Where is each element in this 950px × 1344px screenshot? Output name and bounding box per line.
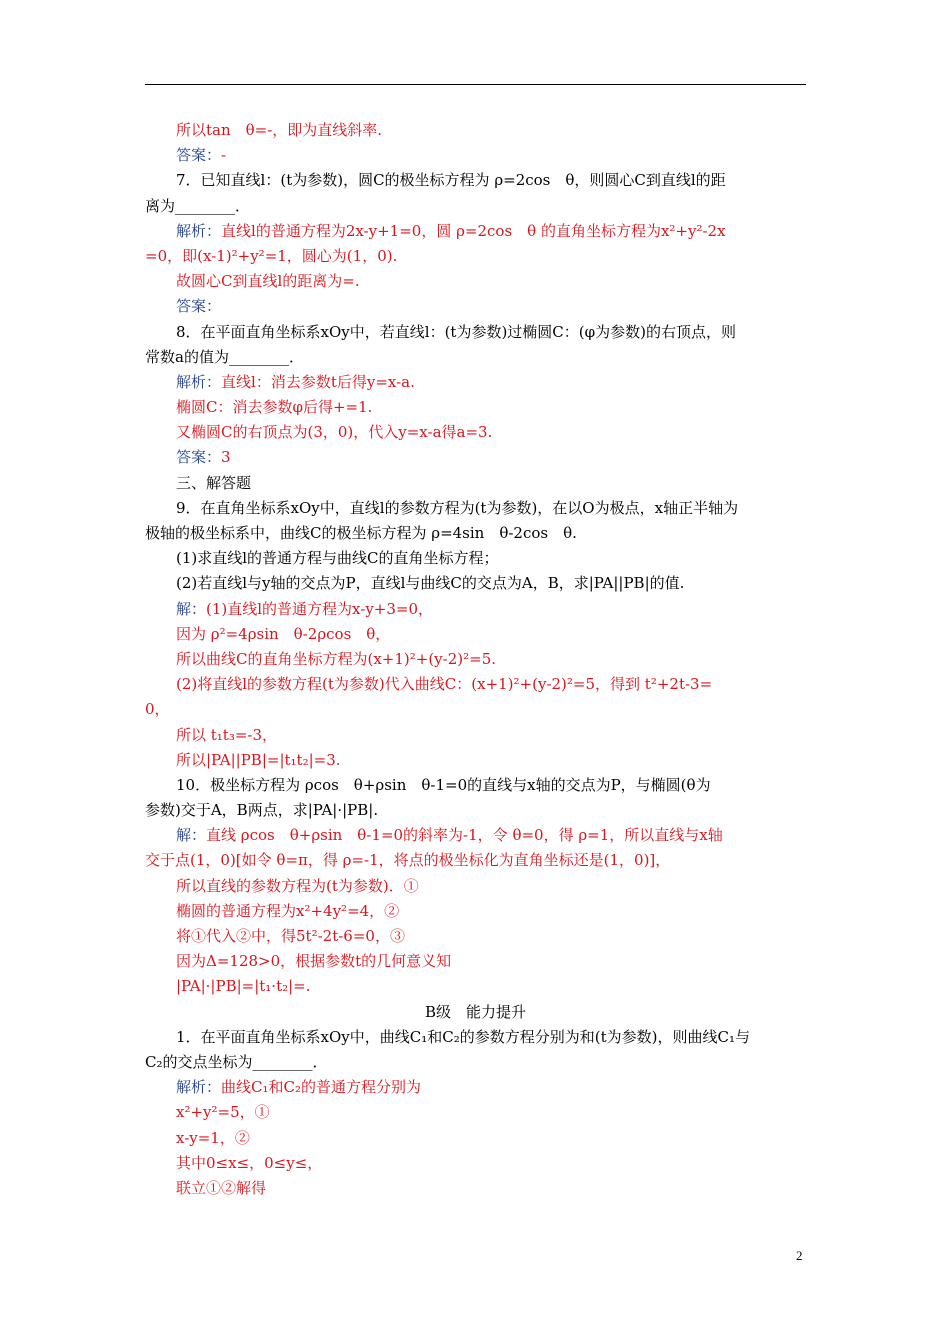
text-run: 曲线C₁和C₂的普通方程分别为: [221, 1078, 421, 1097]
text-run: 所以|PA||PB|=|t₁t₂|=3.: [176, 750, 341, 769]
text-run: 所以曲线C的直角坐标方程为(x+1)²+(y-2)²=5.: [176, 649, 497, 668]
text-run: (2)若直线l与y轴的交点为P，直线l与曲线C的交点为A，B，求|PA||PB|的值.: [176, 574, 685, 593]
text-run: 9．在直角坐标系xOy中，直线l的参数方程为(t为参数)，在以O为极点，x轴正半轴为: [176, 498, 739, 517]
text-run: 解：: [176, 826, 207, 845]
text-line: [145, 1176, 806, 1201]
text-run: x²+y²=5，①: [176, 1103, 270, 1122]
text-run: 直线l：消去参数t后得y=x-a.: [221, 372, 415, 391]
text-run: 椭圆的普通方程为x²+4y²=4，②: [176, 901, 400, 920]
text-line: [145, 420, 806, 445]
text-run: 交于点(1，0)[如令 θ=π，得 ρ=-1，将点的极坐标化为直角坐标还是(1，0)]，: [145, 851, 671, 870]
text-run: 3: [221, 448, 231, 467]
text-run: |PA|·|PB|=|t₁·t₂|=.: [176, 977, 311, 996]
text-run: 8．在平面直角坐标系xOy中，若直线l：(t为参数)过椭圆C：(φ为参数)的右顶点，则: [176, 322, 736, 341]
text-line: [145, 168, 806, 193]
text-line: [145, 1126, 806, 1151]
text-run: 解：: [176, 599, 207, 618]
text-line: [145, 924, 806, 949]
text-line: [145, 546, 806, 571]
text-run: 所以直线的参数方程为(t为参数)．①: [176, 876, 419, 895]
text-line: [145, 345, 806, 370]
text-run: 解析：: [176, 372, 222, 391]
text-line: [145, 395, 806, 420]
text-line: [145, 1075, 806, 1100]
text-run: 联立①②解得: [176, 1178, 267, 1197]
text-line: [145, 219, 806, 244]
text-line: [145, 244, 806, 269]
page-number: 2: [796, 1248, 803, 1263]
text-run: 直线l的普通方程为2x-y+1=0，圆 ρ=2cos θ 的直角坐标方程为x²+y²-2x: [221, 221, 726, 240]
text-run: 因为Δ=128>0，根据参数t的几何意义知: [176, 952, 452, 971]
text-line: [145, 445, 806, 470]
text-line: [145, 823, 806, 848]
text-line: [145, 1000, 806, 1025]
text-line: [145, 723, 806, 748]
text-run: 答案：: [176, 297, 222, 316]
text-line: [145, 269, 806, 294]
text-run: 离为________．: [145, 196, 251, 215]
text-line: [145, 496, 806, 521]
text-line: [145, 697, 806, 722]
text-run: 7．已知直线l：(t为参数)，圆C的极坐标方程为 ρ=2cos θ，则圆心C到直线l的距: [176, 171, 726, 190]
text-run: 解析：: [176, 221, 222, 240]
text-run: 0，: [145, 700, 170, 719]
text-line: [145, 1100, 806, 1125]
header-rule: [145, 84, 806, 85]
text-line: [145, 773, 806, 798]
text-line: [145, 571, 806, 596]
text-run: 又椭圆C的右顶点为(3，0)，代入y=x-a得a=3.: [176, 423, 493, 442]
text-line: [145, 622, 806, 647]
text-run: 三、解答题: [176, 473, 252, 492]
text-line: [145, 294, 806, 319]
text-run: 10．极坐标方程为 ρcos θ+ρsin θ-1=0的直线与x轴的交点为P，与椭圆(θ为: [176, 775, 711, 794]
text-line: [145, 118, 806, 143]
text-run: 1．在平面直角坐标系xOy中，曲线C₁和C₂的参数方程分别为和(t为参数)，则曲线C₁与: [176, 1027, 750, 1046]
text-line: [145, 974, 806, 999]
document-body: [145, 118, 806, 1201]
text-run: =0，即(x-1)²+y²=1，圆心为(1，0).: [145, 246, 398, 265]
text-run: 椭圆C：消去参数φ后得+=1.: [176, 398, 373, 417]
text-run: 答案：: [176, 146, 222, 165]
text-run: -: [221, 146, 227, 165]
text-line: [145, 1050, 806, 1075]
text-run: (2)将直线l的参数方程(t为参数)代入曲线C：(x+1)²+(y-2)²=5，得到 t²+2t-3=: [176, 675, 713, 694]
text-run: (1)直线l的普通方程为x-y+3=0，: [206, 599, 434, 618]
text-line: [145, 647, 806, 672]
text-run: C₂的交点坐标为________．: [145, 1052, 328, 1071]
text-run: 所以 t₁t₃=-3，: [176, 725, 278, 744]
text-run: 解析：: [176, 1078, 222, 1097]
text-line: [145, 143, 806, 168]
text-run: x-y=1，②: [176, 1128, 250, 1147]
text-line: [145, 194, 806, 219]
text-run: 因为 ρ²=4ρsin θ-2ρcos θ，: [176, 624, 391, 643]
text-line: [145, 521, 806, 546]
text-run: 常数a的值为________．: [145, 347, 304, 366]
text-run: 所以tan θ=-，即为直线斜率.: [176, 121, 383, 139]
text-run: 将①代入②中，得5t²-2t-6=0，③: [176, 927, 405, 945]
text-run: (1)求直线l的普通方程与曲线C的直角坐标方程；: [176, 549, 499, 568]
text-run: 参数)交于A，B两点，求|PA|·|PB|.: [145, 801, 379, 820]
text-line: [145, 798, 806, 823]
text-run: 答案：: [176, 448, 222, 467]
text-line: [145, 899, 806, 924]
text-run: 其中0≤x≤，0≤y≤，: [176, 1153, 323, 1172]
text-line: [145, 874, 806, 899]
text-line: [145, 1025, 806, 1050]
text-line: [145, 370, 806, 395]
text-line: [145, 672, 806, 697]
text-line: [145, 949, 806, 974]
text-run: 极轴的极坐标系中，曲线C的极坐标方程为 ρ=4sin θ-2cos θ.: [145, 524, 577, 542]
text-run: 故圆心C到直线l的距离为=.: [176, 272, 360, 291]
text-run: B级 能力提升: [424, 1002, 527, 1021]
text-line: [145, 848, 806, 873]
text-line: [145, 471, 806, 496]
text-line: [145, 320, 806, 345]
text-line: [145, 597, 806, 622]
text-run: 直线 ρcos θ+ρsin θ-1=0的斜率为-1，令 θ=0，得 ρ=1，所以直线与x轴: [206, 826, 723, 845]
text-line: [145, 748, 806, 773]
text-line: [145, 1151, 806, 1176]
